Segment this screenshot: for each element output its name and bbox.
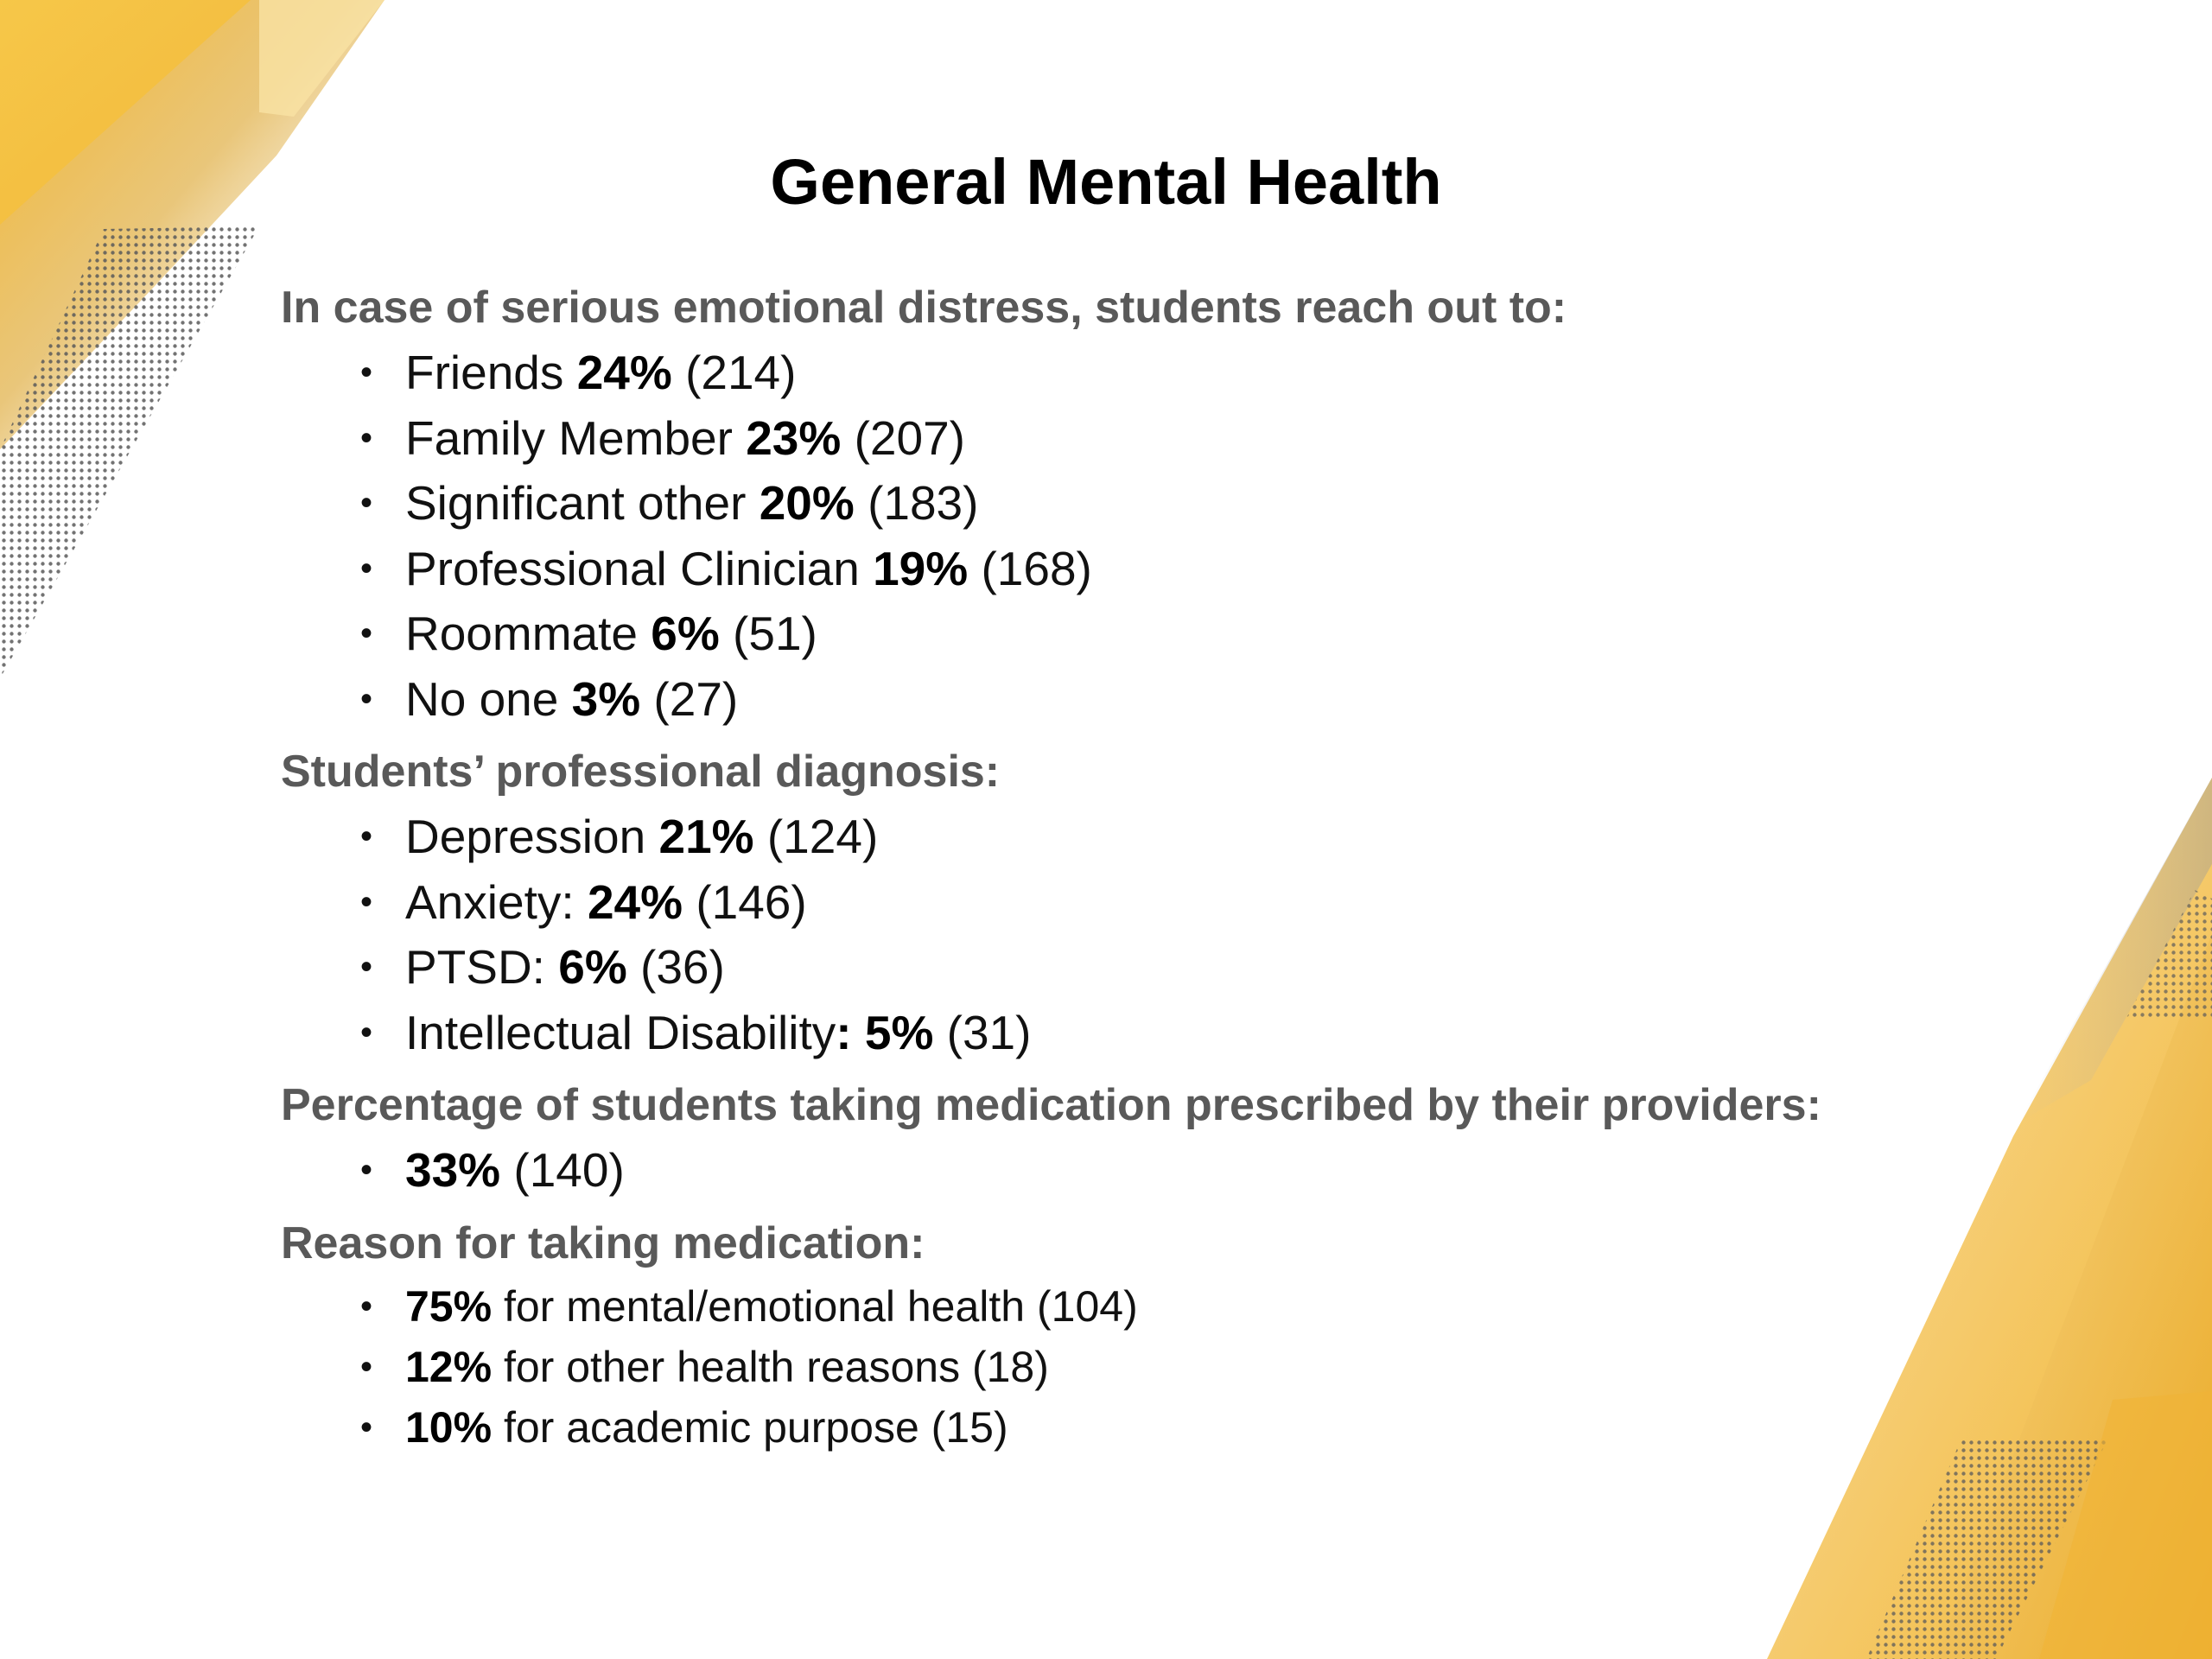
item-count: (168) [981,541,1092,595]
item-count: (140) [513,1143,625,1197]
list-item [281,340,1821,406]
list-item [281,1397,1821,1458]
item-text: for mental/emotional health (104) [503,1281,1138,1331]
item-label: Anxiety: [405,874,575,929]
item-text: for academic purpose (15) [503,1402,1008,1452]
slide-title: General Mental Health [770,146,1442,218]
list-item [281,935,1821,1001]
item-percent: 33% [405,1143,501,1197]
section-heading-diagnosis: Students’ professional diagnosis: [281,747,1001,797]
section-heading-support: In case of serious emotional distress, students reach out to: [281,283,1567,333]
item-count: (207) [854,410,965,465]
item-count: (31) [946,1005,1032,1059]
item-count: (183) [868,476,979,530]
item-percent: 21% [658,810,754,863]
item-percent: 12% [405,1342,493,1391]
support-list [281,340,1821,732]
diagnosis-list [281,804,1821,1065]
list-item [281,601,1821,667]
item-label: Friends [405,346,564,399]
list-item [281,537,1821,602]
item-text: for other health reasons (18) [503,1342,1049,1391]
list-item [281,1337,1821,1397]
item-percent: 24% [576,346,672,399]
item-label: Roommate [405,607,638,660]
item-percent: 19% [873,541,969,595]
item-percent: 6% [558,940,627,994]
list-item [281,406,1821,472]
item-percent: 6% [651,607,720,660]
item-label: Family Member [405,410,733,465]
item-percent: 20% [759,476,855,530]
item-count: (27) [653,671,739,726]
section-heading-reason: Reason for taking medication: [281,1217,925,1268]
list-item [281,1276,1821,1337]
item-percent: 23% [746,410,842,465]
item-label: PTSD: [405,940,545,994]
slide-content [281,275,1821,1458]
medication-list [281,1138,1821,1204]
item-label: Professional Clinician [405,541,860,595]
list-item [281,1138,1821,1204]
list-item [281,1001,1821,1066]
item-percent: 3% [571,671,641,726]
section-heading-medication: Percentage of students taking medication prescribed by their providers: [281,1080,1821,1130]
item-percent: 75% [405,1281,493,1331]
item-label: No one [405,671,559,726]
item-percent: : 5% [836,1005,934,1059]
item-count: (146) [696,874,807,929]
list-item [281,804,1821,870]
item-label: Depression [405,810,646,863]
item-percent: 24% [587,874,683,929]
item-count: (51) [733,607,817,660]
list-item [281,667,1821,733]
reason-list [281,1276,1821,1458]
item-count: (36) [640,940,725,994]
item-percent: 10% [405,1402,493,1452]
item-label: Intellectual Disability [405,1005,836,1059]
item-label: Significant other [405,476,747,530]
list-item [281,471,1821,537]
list-item [281,870,1821,936]
item-count: (124) [766,810,879,863]
item-count: (214) [685,346,797,399]
